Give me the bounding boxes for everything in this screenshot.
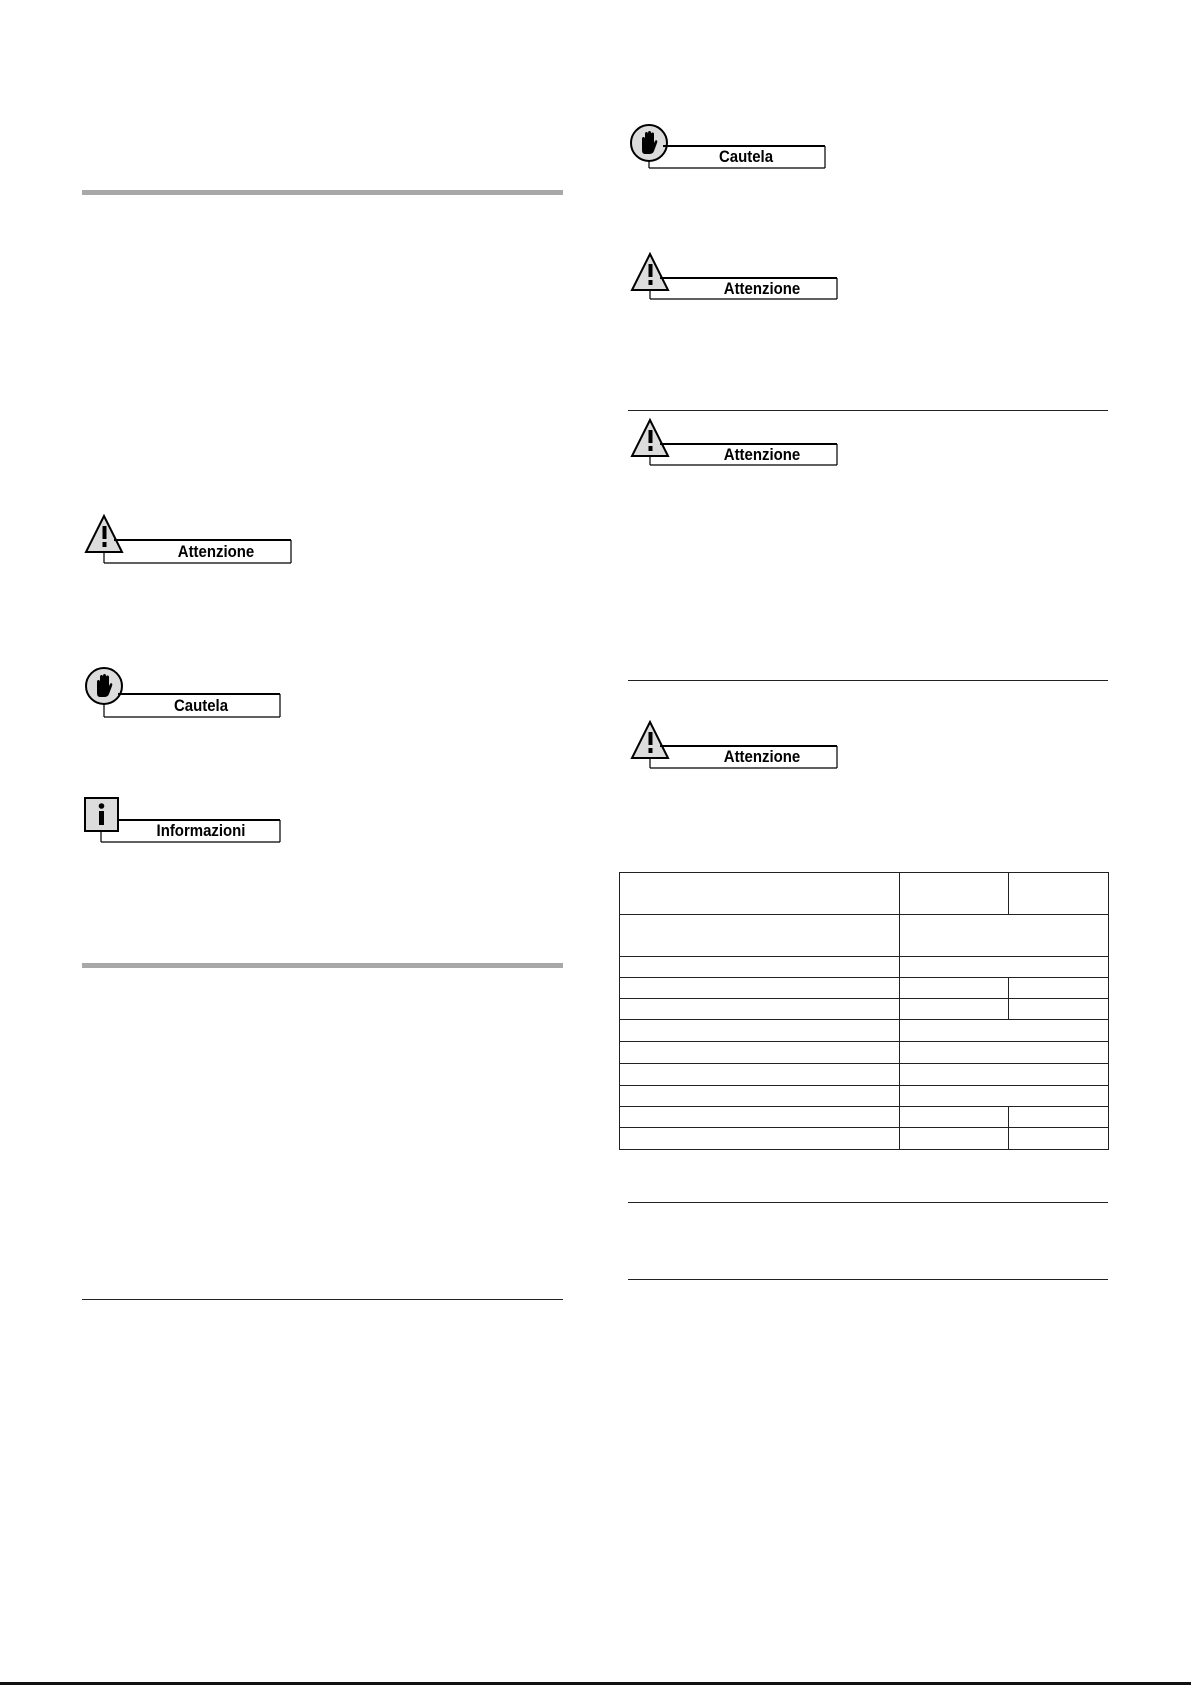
section-divider-right-1 [628,410,1108,411]
caution-badge-label: Cautela [173,696,229,715]
warning-badge-right-2 [630,418,840,470]
table-cell [620,999,900,1020]
table-cell [900,1086,1109,1107]
caution-badge-right [629,123,827,177]
section-divider-middle [82,963,563,968]
section-divider-right-4 [628,1279,1108,1280]
table-cell [900,999,1009,1020]
table-cell [620,957,900,978]
table-cell [1009,1128,1109,1150]
section-divider-bottom [82,1299,563,1300]
table-cell [620,1128,900,1150]
table-row [620,999,1109,1020]
caution-badge-left [84,666,282,720]
info-badge-left [84,797,284,845]
table-cell [900,1020,1109,1042]
info-badge-label: Informazioni [156,821,246,840]
table-row [620,1042,1109,1064]
table-row [620,915,1109,957]
spec-table [619,872,1109,1150]
section-divider-top [82,190,563,195]
table-row [620,1020,1109,1042]
table-row [620,1107,1109,1128]
table-cell [1009,873,1109,915]
table-cell [620,1064,900,1086]
table-cell [620,1107,900,1128]
warning-badge-left [84,514,294,566]
table-row [620,1128,1109,1150]
table-cell [900,978,1009,999]
table-cell [900,1042,1109,1064]
table-row [620,873,1109,915]
table-cell [900,1064,1109,1086]
table-cell [1009,978,1109,999]
warning-badge-label: Attenzione [723,445,801,464]
table-cell [620,1020,900,1042]
table-row [620,978,1109,999]
section-divider-right-2 [628,680,1108,681]
warning-badge-label: Attenzione [723,279,801,298]
table-cell [620,915,900,957]
section-divider-right-3 [628,1202,1108,1203]
table-cell [620,1086,900,1107]
warning-badge-right-3 [630,720,840,772]
table-cell [620,1042,900,1064]
warning-badge-label: Attenzione [177,542,255,561]
table-cell [620,873,900,915]
table-cell [620,978,900,999]
table-cell [900,873,1009,915]
table-row [620,1086,1109,1107]
table-cell [900,957,1109,978]
warning-badge-label: Attenzione [723,747,801,766]
table-cell [1009,999,1109,1020]
table-cell [900,1128,1009,1150]
table-row [620,1064,1109,1086]
caution-badge-label: Cautela [718,147,774,166]
table-cell [1009,1107,1109,1128]
warning-badge-right-1 [630,252,840,304]
table-cell [900,1107,1009,1128]
table-row [620,957,1109,978]
table-cell [900,915,1109,957]
